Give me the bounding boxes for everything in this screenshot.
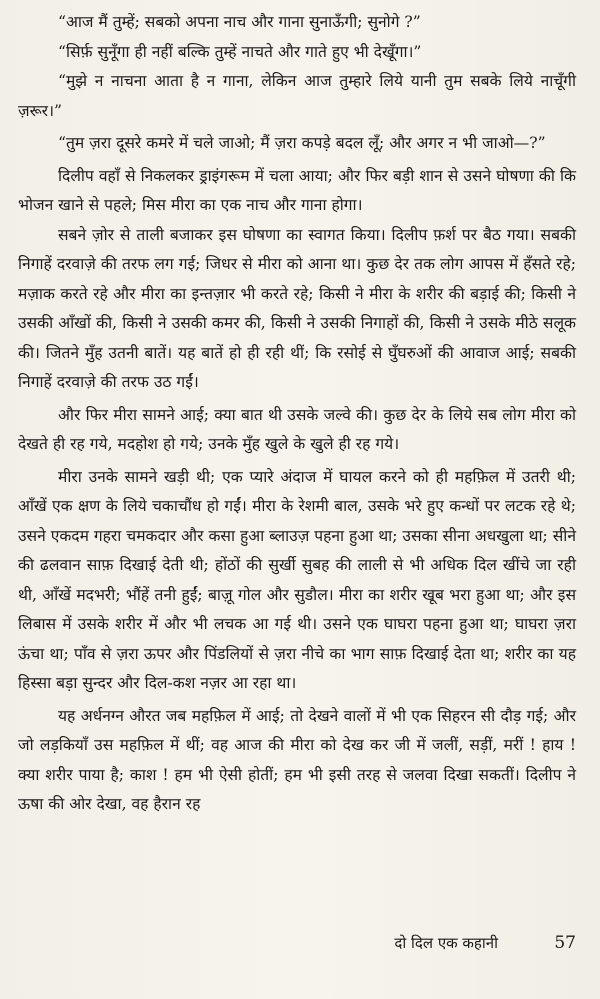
paragraph-3: “मुझे न नाचना आता है न गाना, लेकिन आज तुम्हारे लिये यानी तुम सबके लिये नाचूँगी ज़रूर।” [18, 72, 576, 120]
paragraph-9: यह अर्धनग्न औरत जब महफ़िल में आई; तो देखने वालों में भी एक सिहरन सी दौड़ गई; और जो लड़कियाँ उस महफ़िल में थीं; वह आज की मीरा को देख कर जी में जलीं, सड़ीं, मरीं ! हाय ! क्या शरीर पाया है; काश ! हम भी ऐसी होतीं; हम भी इसी तरह से जलवा दिखा सकतीं। दिलीप ने ऊषा की ओर देखा, वह हैरान रह [18, 706, 576, 813]
page-number: 57 [554, 933, 576, 953]
paragraph-6: सबने ज़ोर से ताली बजाकर इस घोषणा का स्वागत किया। दिलीप फ़र्श पर बैठ गया। सबकी निगाहें दरवाज़े की तरफ लग गई; जिधर से मीरा को आना था। कुछ देर तक लोग आपस में हँसते रहे; मज़ाक करते रहे और मीरा का इन्तज़ार भी करते रहे; किसी ने मीरा के शरीर की बड़ाई की; किसी ने उसकी आँखों की, किसी ने उसकी कमर की, किसी ने उसकी निगाहों की, किसी ने उसके मीठे सलूक की। जितने मुँह उतनी बातें। यह बातें हो ही रही थीं; कि रसोई से घुँघरुओं की आवाज आई; सबकी निगाहें दरवाज़े की तरफ उठ गईं। [18, 225, 576, 391]
paragraph-2: “सिर्फ़ सुनूँगा ही नहीं बल्कि तुम्हें नाचते और गाते हुए भी देखूँगा।” [58, 42, 422, 61]
paragraph-8: मीरा उनके सामने खड़ी थी; एक प्यारे अंदाज में घायल करने को ही महफ़िल में उतरी थी; आँखें एक क्षण के लिये चकाचौंध हो गईं। मीरा के रेशमी बाल, उसके भरे हुए कन्धों पर लटक रहे थे; उसने एकदम गहरा चमकदार और कसा हुआ ब्लाउज़ पहना हुआ था; उसका सीना अधखुला था; सीने की ढलवान साफ़ दिखाई देती थी; होंठों की सुर्खी सुबह की लाली से भी अधिक दिल खींचे जा रही थी, आँखें मदभरी; भौंहें तनी हुईं; बाज़ू गोल और सुडौल। मीरा का शरीर खूब भरा हुआ था; और इस लिबास में उसके शरीर में और भी लचक आ गई थी। उसने एक घाघरा पहना हुआ था; घाघरा ज़रा ऊंचा था; पाँव से ज़रा ऊपर और पिंडलियों से ज़रा नीचे का भाग साफ़ दिखाई देता था; शरीर का यह हिस्सा बड़ा सुन्दर और दिल-कश नज़र आ रहा था। [18, 467, 576, 692]
paragraph-4: “तुम ज़रा दूसरे कमरे में चले जाओ; मैं ज़रा कपड़े बदल लूँ; और अगर न भी जाओ—?” [58, 134, 546, 152]
paragraph-1: “आज मैं तुम्हें; सबको अपना नाच और गाना सुनाऊँगी; सुनोगे ?” [58, 13, 421, 31]
paragraph-5: दिलीप वहाँ से निकलकर ड्राइंगरूम में चला आया; और फिर बड़ी शान से उसने घोषणा की कि भोजन खाने से पहले; मिस मीरा का एक नाच और गाना होगा। [18, 166, 576, 214]
book-title: दो दिल एक कहानी [394, 934, 498, 952]
page-footer [0, 933, 576, 961]
paragraph-7: और फिर मीरा सामने आई; क्या बात थी उसके जल्वे की। कुछ देर के लिये सब लोग मीरा को देखते ही रह गये, मदहोश हो गये; उनके मुँह खुले के खुले ही रह गये। [18, 405, 576, 453]
